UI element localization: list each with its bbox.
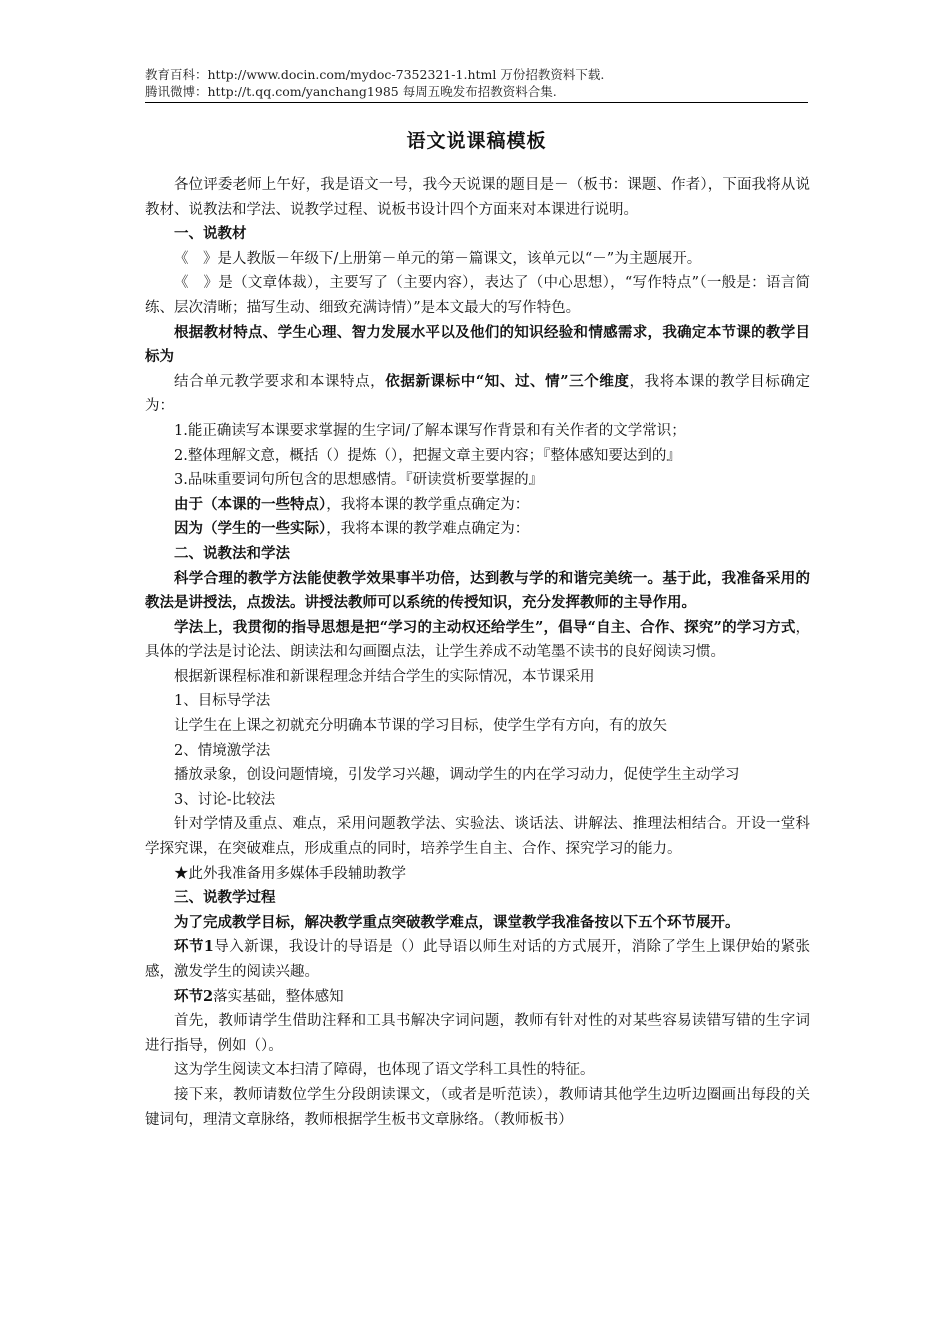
step-1-label: 环节1 <box>174 938 214 956</box>
paragraph-textbook-position: 《 》是人教版－年级下/上册第－单元的第－篇课文，该单元以“－”为主题展开。 <box>174 250 702 267</box>
goal-item-2: 2.整体理解文意，概括（）提炼（），把握文章主要内容；『整体感知要达到的』 <box>174 447 681 464</box>
paragraph-key-point <box>145 493 810 518</box>
goal-item-1: 1.能正确读写本课要求掌握的生字词/了解本课写作背景和有关作者的文学常识； <box>174 422 686 439</box>
paragraph-learning-methods <box>145 616 810 665</box>
header-line-weibo: 腾讯微博：http://t.qq.com/yanchang1985 每周五晚发布招教资料合集. <box>145 84 557 99</box>
goal-intro-lead: 结合单元教学要求和本课特点， <box>174 373 386 390</box>
paragraph-difficult-point <box>145 517 810 542</box>
key-point-bold: 由于（本课的一些特点） <box>174 495 327 513</box>
paragraph-goal-intro <box>145 370 810 419</box>
method-desc-1: 让学生在上课之初就充分明确本节课的学习目标，使学生学有方向，有的放矢 <box>174 718 667 735</box>
paragraph-step-2 <box>145 985 810 1010</box>
step-2-text: 落实基础，整体感知 <box>213 988 344 1005</box>
method-heading-2: 2、情境激学法 <box>174 742 271 759</box>
difficult-point-tail: ，我将本课的教学难点确定为： <box>326 521 530 538</box>
intro-paragraph: 各位评委老师上午好，我是语文一号，我今天说课的题目是－（板书：课题、作者），下面我将从说教材、说教法和学法、说教学过程、说板书设计四个方面来对本课进行说明。 <box>145 177 810 218</box>
method-desc-2: 播放录象，创设问题情境，引发学习兴趣，调动学生的内在学习动力，促使学生主动学习 <box>174 767 740 784</box>
step-1-text: 导入新课，我设计的导语是（）此导语以师生对话的方式展开，消除了学生上课伊始的紧张感，激发学生的阅读兴趣。 <box>145 939 811 980</box>
step-2-label: 环节2 <box>174 987 214 1005</box>
section-heading-process: 三、说教学过程 <box>174 889 276 907</box>
paragraph-methods-intro: 根据新课程标准和新课程理念并结合学生的实际情况，本节课采用 <box>174 668 595 685</box>
paragraph-teaching-methods: 科学合理的教学方法能使教学效果事半功倍，达到教与学的和谐完美统一。基于此，我准备采用的教法是讲授法，点拨法。讲授法教师可以系统的传授知识，充分发挥教师的主导作用。 <box>145 569 810 612</box>
method-heading-3: 3、讨论-比较法 <box>174 791 276 808</box>
paragraph-multimedia: ★此外我准备用多媒体手段辅助教学 <box>174 865 406 882</box>
header-line-docin: 教育百科：http://www.docin.com/mydoc-7352321-1.html 万份招教资料下载. <box>145 67 605 82</box>
method-desc-3: 针对学情及重点、难点，采用问题教学法、实验法、谈话法、讲解法、推理法相结合。开设一堂科学探究课，在突破难点，形成重点的同时，培养学生自主、合作、探究学习的能力。 <box>145 816 810 858</box>
paragraph-step-1 <box>145 935 810 984</box>
page-header <box>145 66 808 103</box>
learning-methods-bold: 学法上，我贯彻的指导思想是把“学习的主动权还给学生”，倡导“自主、合作、探究”的学习方式 <box>174 618 796 636</box>
learning-methods-tail: ，具体的学法是讨论法、朗读法和勾画圈点法，让学生养成不动笔墨不读书的良好阅读习惯。 <box>145 619 810 661</box>
section-heading-methods: 二、说教法和学法 <box>174 544 290 562</box>
paragraph-vocab: 首先，教师请学生借助注释和工具书解决字词问题，教师有针对性的对某些容易读错写错的生字词进行指导，例如（）。 <box>145 1013 810 1054</box>
paragraph-textbook-content: 《 》是（文章体裁），主要写了（主要内容），表达了（中心思想），“写作特点”（一般是：语言简练、层次清晰；描写生动、细致充满诗情）”是本文最大的写作特色。 <box>145 275 810 316</box>
document-body <box>145 173 810 1132</box>
section-heading-textbook: 一、说教材 <box>174 225 247 243</box>
goal-intro-bold: 依据新课标中“知、过、情”三个维度 <box>385 372 630 390</box>
goal-intro-tail: ，我将本课的教学目标确定为： <box>145 373 811 415</box>
paragraph-goal-basis: 根据教材特点、学生心理、智力发展水平以及他们的知识经验和情感需求，我确定本节课的教学目标为 <box>145 323 810 366</box>
paragraph-process-intro: 为了完成教学目标，解决教学重点突破教学难点，课堂教学我准备按以下五个环节展开。 <box>174 913 740 931</box>
paragraph-tool: 这为学生阅读文本扫清了障碍，也体现了语文学科工具性的特征。 <box>174 1062 595 1079</box>
difficult-point-bold: 因为（学生的一些实际） <box>174 520 327 538</box>
paragraph-reading: 接下来，教师请数位学生分段朗读课文，（或者是听范读），教师请其他学生边听边圈画出每段的关键词句，理清文章脉络，教师根据学生板书文章脉络。（教师板书） <box>145 1086 810 1128</box>
key-point-tail: ，我将本课的教学重点确定为： <box>326 496 530 513</box>
goal-item-3: 3.品味重要词句所包含的思想感情。『研读赏析要掌握的』 <box>174 472 544 489</box>
method-heading-1: 1、目标导学法 <box>174 693 271 710</box>
document-title: 语文说课稿模板 <box>406 130 547 152</box>
